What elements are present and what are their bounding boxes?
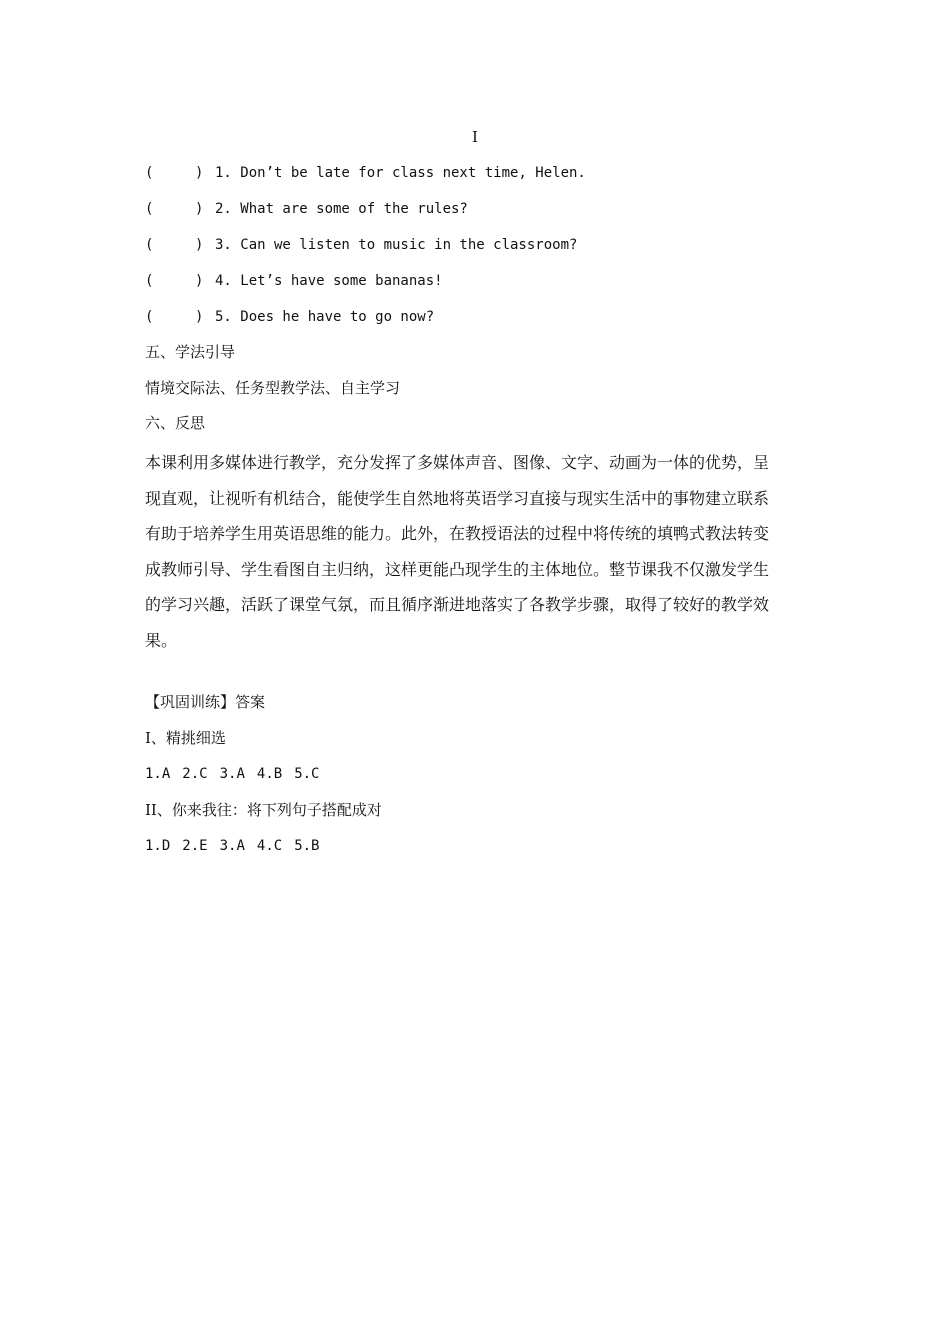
section5-heading: 五、学法引导 bbox=[145, 343, 236, 361]
answers-part2-list: 1.D 2.E 3.A 4.C 5.B bbox=[145, 838, 320, 854]
reflection-paragraph bbox=[145, 445, 807, 658]
section5-body: 情境交际法、任务型教学法、自主学习 bbox=[145, 379, 401, 397]
exercise-item-3: ( ) 3. Can we listen to music in the classroom? bbox=[145, 237, 578, 253]
reflection-line: 果。 bbox=[145, 630, 178, 650]
exercise-item-5: ( ) 5. Does he have to go now? bbox=[145, 309, 435, 325]
answers-part2-title: II、你来我往：将下列句子搭配成对 bbox=[145, 801, 382, 819]
answers-part1-list: 1.A 2.C 3.A 4.B 5.C bbox=[145, 766, 320, 782]
exercise-item-2: ( ) 2. What are some of the rules? bbox=[145, 201, 468, 217]
reflection-line: 有助于培养学生用英语思维的能力。此外，在教授语法的过程中将传统的填鸭式教法转变 bbox=[145, 524, 770, 543]
reflection-line: 的学习兴趣，活跃了课堂气氛，而且循序渐进地落实了各教学步骤，取得了较好的教学效 bbox=[145, 595, 770, 614]
reflection-line: 现直观，让视听有机结合，能使学生自然地将英语学习直接与现实生活中的事物建立联系 bbox=[145, 488, 770, 508]
section-mark: I bbox=[472, 128, 478, 146]
reflection-line: 本课利用多媒体进行教学，充分发挥了多媒体声音、图像、文字、动画为一体的优势，呈 bbox=[145, 453, 770, 472]
answers-heading: 【巩固训练】答案 bbox=[145, 693, 266, 711]
answers-part1-title: I、精挑细选 bbox=[145, 729, 226, 747]
exercise-item-1: ( ) 1. Don’t be late for class next time, Helen. bbox=[145, 165, 586, 181]
exercise-item-4: ( ) 4. Let’s have some bananas! bbox=[145, 273, 443, 289]
reflection-line: 成教师引导、学生看图自主归纳，这样更能凸现学生的主体地位。整节课我不仅激发学生 bbox=[145, 559, 770, 579]
section6-heading: 六、反思 bbox=[145, 414, 206, 432]
